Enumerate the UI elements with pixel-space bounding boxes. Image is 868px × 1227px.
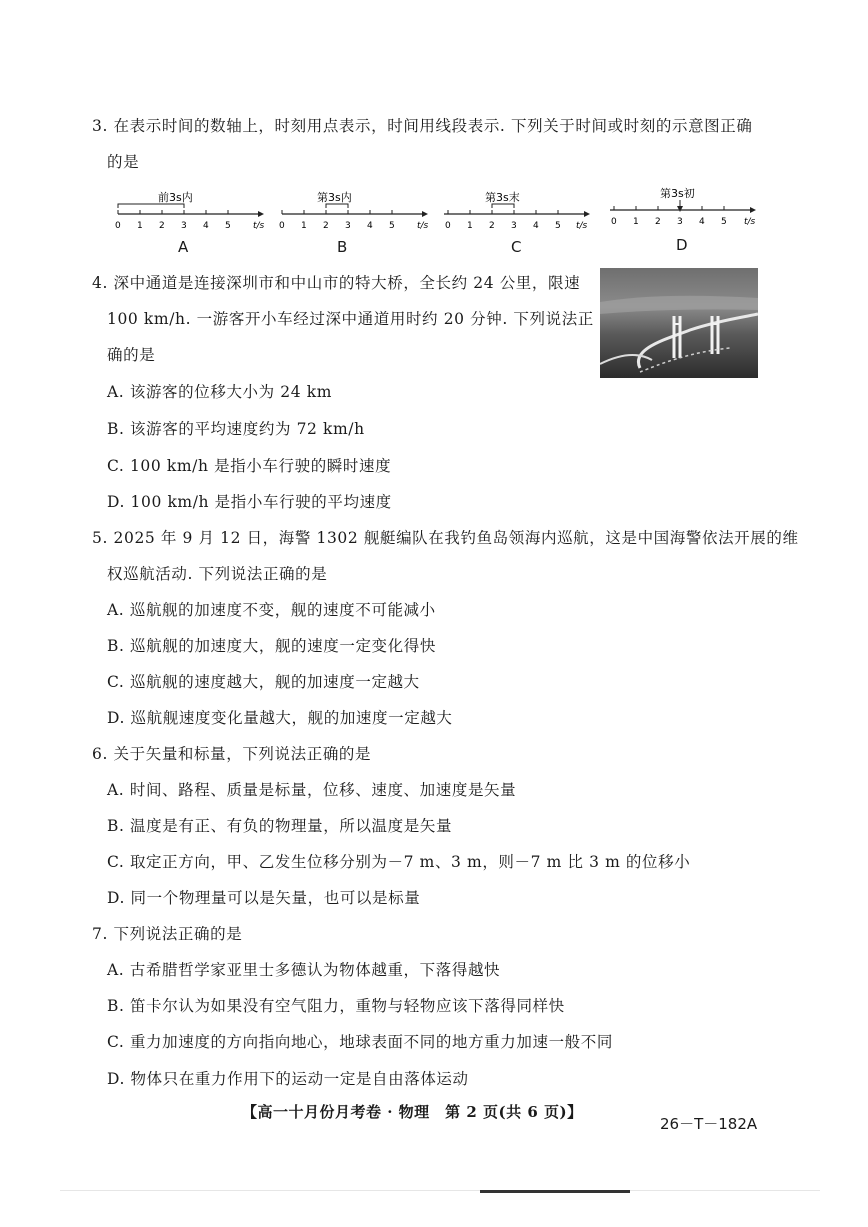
svg-text:5: 5 [389, 221, 395, 231]
q3-stem-line2: 的是 [107, 153, 140, 171]
q7-stem-line1: 7. 下列说法正确的是 [92, 925, 243, 943]
q7-option-a: A. 古希腊哲学家亚里士多德认为物体越重，下落得越快 [107, 961, 501, 979]
q5-stem-line1: 5. 2025 年 9 月 12 日，海警 1302 舰艇编队在我钓鱼岛领海内巡航，这是中国海警依法开展的维 [92, 529, 799, 547]
svg-text:t/s: t/s [744, 217, 756, 227]
q4-option-b: B. 该游客的平均速度约为 72 km/h [107, 420, 365, 438]
q6-stem-line1: 6. 关于矢量和标量，下列说法正确的是 [92, 745, 372, 763]
svg-text:5: 5 [555, 221, 561, 231]
timeline-b-caption: 第3s内 [317, 191, 352, 204]
q6-option-d: D. 同一个物理量可以是矢量，也可以是标量 [107, 889, 421, 907]
q4-option-c: C. 100 km/h 是指小车行驶的瞬时速度 [107, 457, 392, 475]
paper-code: 26－T－182A [660, 1115, 758, 1133]
q4-stem-line3: 确的是 [107, 346, 156, 364]
svg-text:3: 3 [345, 221, 351, 231]
timeline-c [438, 188, 598, 236]
timeline-a [108, 188, 268, 236]
q5-stem-line2: 权巡航活动. 下列说法正确的是 [107, 565, 328, 583]
timeline-d [604, 184, 764, 236]
q3-stem-line1: 3. 在表示时间的数轴上，时刻用点表示，时间用线段表示. 下列关于时间或时刻的示意图正确 [92, 117, 753, 135]
svg-text:1: 1 [301, 221, 307, 231]
q4-stem-line2: 100 km/h. 一游客开小车经过深中通道用时约 20 分钟. 下列说法正 [107, 310, 594, 328]
q5-option-a: A. 巡航舰的加速度不变，舰的速度不可能减小 [107, 601, 436, 619]
svg-text:t/s: t/s [417, 221, 429, 231]
svg-text:0: 0 [115, 221, 121, 231]
svg-text:5: 5 [225, 221, 231, 231]
bridge-illustration [600, 268, 758, 378]
q7-option-c: C. 重力加速度的方向指向地心，地球表面不同的地方重力加速一般不同 [107, 1033, 613, 1051]
svg-text:4: 4 [203, 221, 209, 231]
timeline-c-caption: 第3s末 [485, 191, 520, 204]
q4-stem-line1: 4. 深中通道是连接深圳市和中山市的特大桥，全长约 24 公里，限速 [92, 274, 581, 292]
q6-option-a: A. 时间、路程、质量是标量，位移、速度、加速度是矢量 [107, 781, 517, 799]
scan-edge-line [60, 1190, 820, 1191]
scan-mark [480, 1190, 630, 1193]
svg-text:4: 4 [533, 221, 539, 231]
timeline-a-caption: 前3s内 [158, 191, 193, 204]
svg-text:4: 4 [699, 217, 705, 227]
svg-text:0: 0 [445, 221, 451, 231]
svg-text:t/s: t/s [253, 221, 265, 231]
svg-text:1: 1 [633, 217, 639, 227]
q5-option-d: D. 巡航舰速度变化量越大，舰的加速度一定越大 [107, 709, 453, 727]
q7-option-d: D. 物体只在重力作用下的运动一定是自由落体运动 [107, 1070, 469, 1088]
timeline-a-letter: A [178, 238, 189, 256]
bridge-photo [600, 268, 758, 378]
timeline-b-letter: B [337, 238, 348, 256]
timeline-d-letter: D [676, 236, 688, 254]
timeline-c-letter: C [511, 238, 522, 256]
svg-text:t/s: t/s [576, 221, 588, 231]
q5-option-b: B. 巡航舰的加速度大，舰的速度一定变化得快 [107, 637, 436, 655]
svg-text:3: 3 [511, 221, 517, 231]
q7-option-b: B. 笛卡尔认为如果没有空气阻力，重物与轻物应该下落得同样快 [107, 997, 565, 1015]
q6-option-c: C. 取定正方向，甲、乙发生位移分别为－7 m、3 m，则－7 m 比 3 m 的位移小 [107, 853, 691, 871]
svg-text:1: 1 [467, 221, 473, 231]
timeline-b [272, 188, 432, 236]
svg-text:2: 2 [489, 221, 495, 231]
svg-text:0: 0 [611, 217, 617, 227]
svg-text:2: 2 [323, 221, 329, 231]
svg-text:5: 5 [721, 217, 727, 227]
svg-text:3: 3 [677, 217, 683, 227]
svg-text:2: 2 [655, 217, 661, 227]
page-footer-title: 【高一十月份月考卷 · 物理 第 2 页(共 6 页)】 [242, 1103, 583, 1121]
q5-option-c: C. 巡航舰的速度越大，舰的加速度一定越大 [107, 673, 420, 691]
svg-text:2: 2 [159, 221, 165, 231]
timeline-d-caption: 第3s初 [660, 187, 695, 200]
svg-text:1: 1 [137, 221, 143, 231]
q4-option-a: A. 该游客的位移大小为 24 km [107, 383, 333, 401]
q4-option-d: D. 100 km/h 是指小车行驶的平均速度 [107, 493, 392, 511]
q6-option-b: B. 温度是有正、有负的物理量，所以温度是矢量 [107, 817, 453, 835]
svg-text:3: 3 [181, 221, 187, 231]
svg-text:0: 0 [279, 221, 285, 231]
svg-text:4: 4 [367, 221, 373, 231]
